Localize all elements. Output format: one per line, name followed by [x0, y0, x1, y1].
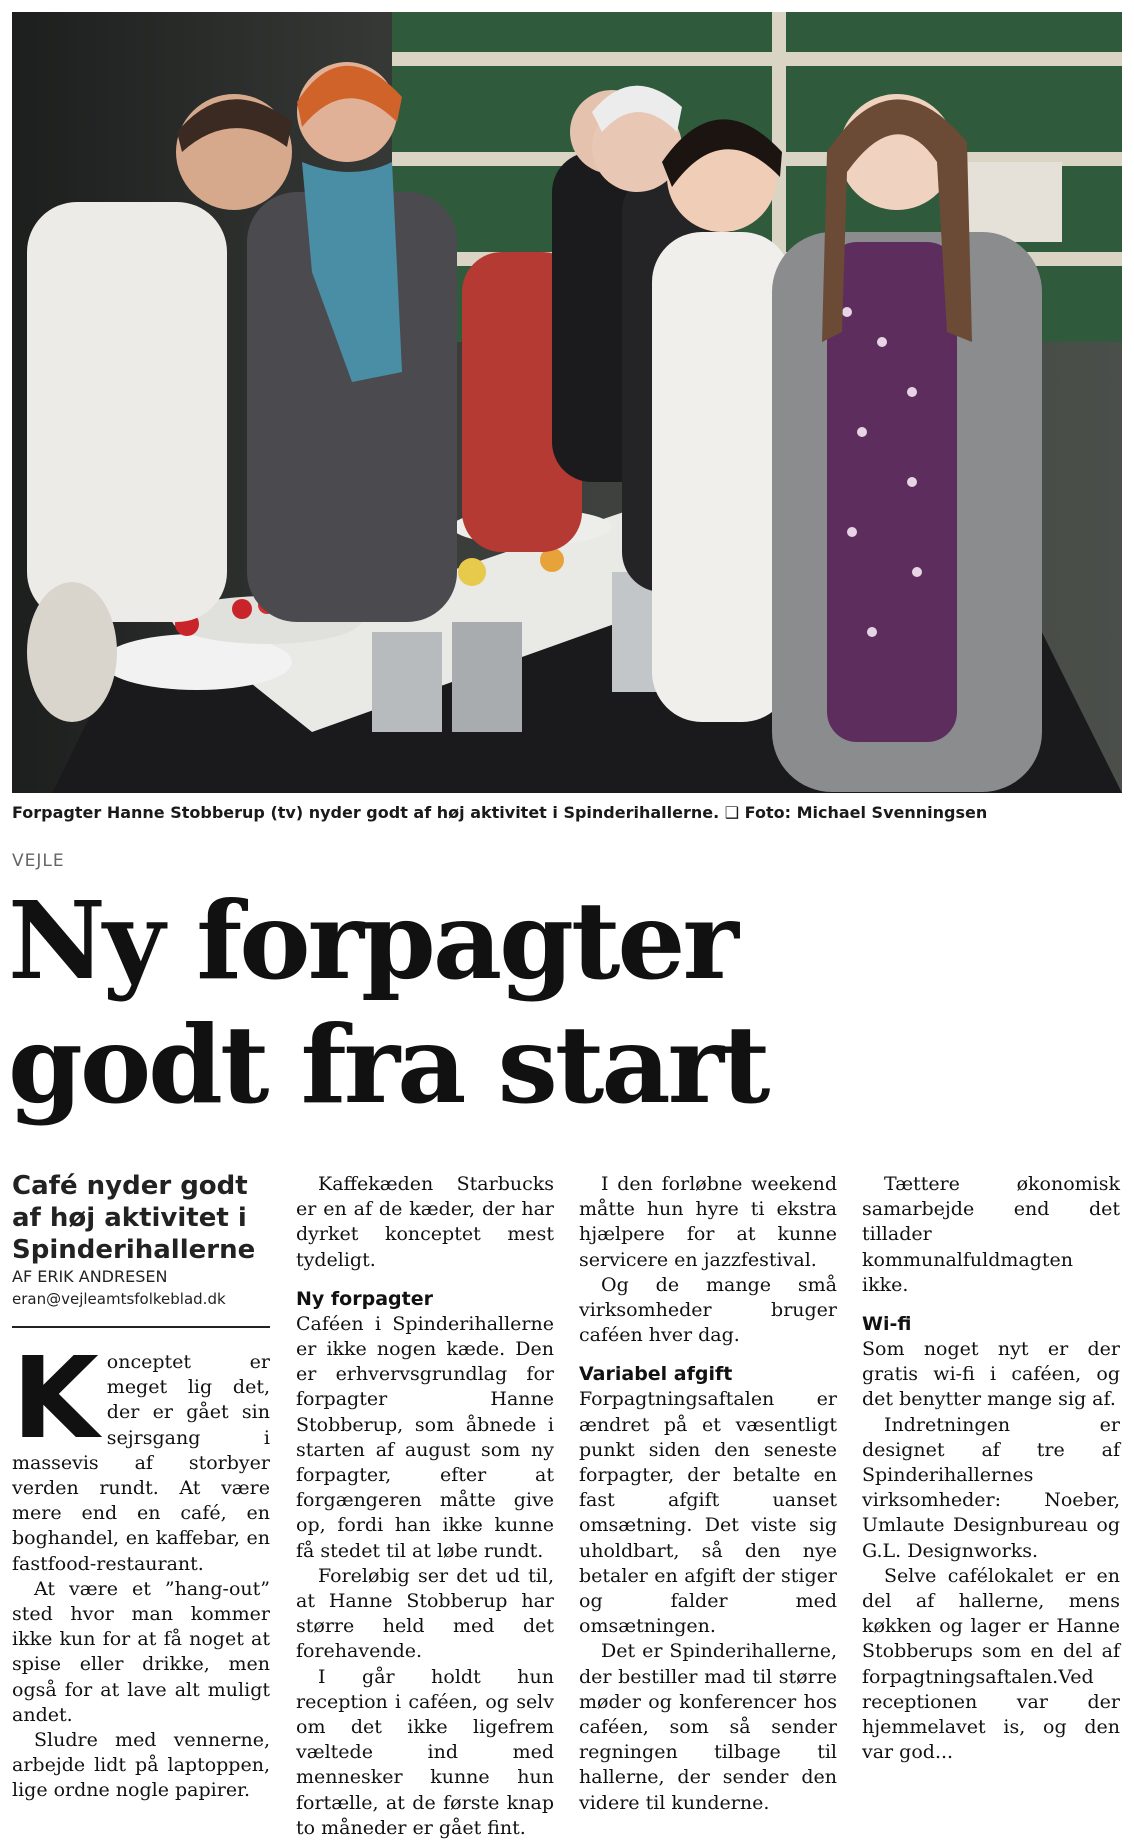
body-paragraph: Som noget nyt er der gratis wi-fi i caféen, og det benytter mange sig af. — [862, 1338, 1120, 1411]
byline-author: AF ERIK ANDRESEN — [12, 1267, 168, 1286]
headline-line-1: Ny forpagter — [8, 879, 736, 1004]
body-paragraph: Sludre med vennerne, arbejde lidt på laptoppen, lige ordne nogle papirer. — [12, 1729, 270, 1802]
photo-illustration — [12, 12, 1122, 793]
body-paragraph: I den forløbne weekend måtte hun hyre ti ekstra hjælpere for at kunne servicere en jazzfestival. — [579, 1173, 837, 1271]
article-column-3 — [579, 1172, 837, 1816]
lead-paragraph — [12, 1334, 270, 1577]
article-column-4 — [862, 1172, 1120, 1765]
photo-caption: Forpagter Hanne Stobberup (tv) nyder godt af høj aktivitet i Spinderihallerne. ❑ Foto: Michael Svenningsen — [12, 803, 988, 822]
drop-cap: K — [12, 1334, 99, 1464]
subheading: Ny forpagter — [296, 1287, 433, 1310]
body-paragraph: Indretningen er designet af tre af Spinderihallernes virksomheder: Noeber, Umlaute Designbureau og G.L. Designworks. — [862, 1413, 1120, 1562]
body-paragraph: Og de mange små virksomheder bruger caféen hver dag. — [579, 1273, 837, 1347]
subheading: Wi-fi — [862, 1313, 912, 1336]
body-paragraph: At være et ”hang-out” sted hvor man kommer ikke kun for at få noget at spise eller drikke, men også for at lave alt muligt andet. — [12, 1577, 270, 1726]
article-column-1 — [12, 1170, 270, 1804]
body-paragraph: I går holdt hun reception i caféen, og selv om det ikke ligefrem væltede ind med mennesker kunne hun fortælle, at de første knap to måneder er gået fint. — [296, 1665, 554, 1839]
subheading: Variabel afgift — [579, 1363, 733, 1386]
article-deck: Café nyder godt af høj aktivitet i Spinderihallerne — [12, 1171, 256, 1265]
byline — [12, 1266, 270, 1310]
byline-email[interactable]: eran@vejleamtsfolkeblad.dk — [12, 1290, 226, 1308]
body-paragraph: Caféen i Spinderihallerne er ikke nogen kæde. Den er erhvervsgrundlag for forpagter Hanne Stobberup, som åbnede i starten af august som ny forpagter, efter at forgængeren måtte give op, fordi han ikke kunne få stedet til at løbe rundt. — [296, 1312, 554, 1562]
lead-paragraph-text: onceptet er meget lig det, der er gået sin sejrsgang i massevis af storbyer verden rundt. At være mere end en café, en boghandel, en kaffebar, en fastfood-restaurant. — [12, 1351, 270, 1575]
headline — [8, 880, 1128, 1128]
body-paragraph: Selve cafélokalet er en del af hallerne, mens køkken og lager er Hanne Stobberups som en del af forpagtningsaftalen.Ved receptionen var der hjemmelavet is, og den var god... — [862, 1564, 1120, 1764]
byline-divider — [12, 1326, 270, 1328]
headline-line-2: godt fra start — [8, 1003, 768, 1128]
body-paragraph: Foreløbig ser det ud til, at Hanne Stobberup har større held med det forehavende. — [296, 1564, 554, 1663]
body-paragraph: Kaffekæden Starbucks er en af de kæder, der har dyrket konceptet mest tydeligt. — [296, 1173, 554, 1271]
article-photo — [12, 12, 1122, 793]
body-paragraph: Det er Spinderihallerne, der bestiller mad til større møder og konferencer hos caféen, som så sender regningen tilbage til hallerne, der sender den videre til kunderne. — [579, 1640, 837, 1814]
dateline: VEJLE — [12, 851, 65, 871]
body-paragraph: Forpagtningsaftalen er ændret på et væsentligt punkt siden den seneste forpagter, der betalte en fast afgift uanset omsætning. Det viste sig uholdbart, så den nye betaler en afgift der stiger og falder med omsætningen. — [579, 1388, 837, 1638]
body-paragraph: Tættere økonomisk samarbejde end det tillader kommunalfuldmagten ikke. — [862, 1173, 1120, 1296]
article-column-2 — [296, 1172, 554, 1841]
